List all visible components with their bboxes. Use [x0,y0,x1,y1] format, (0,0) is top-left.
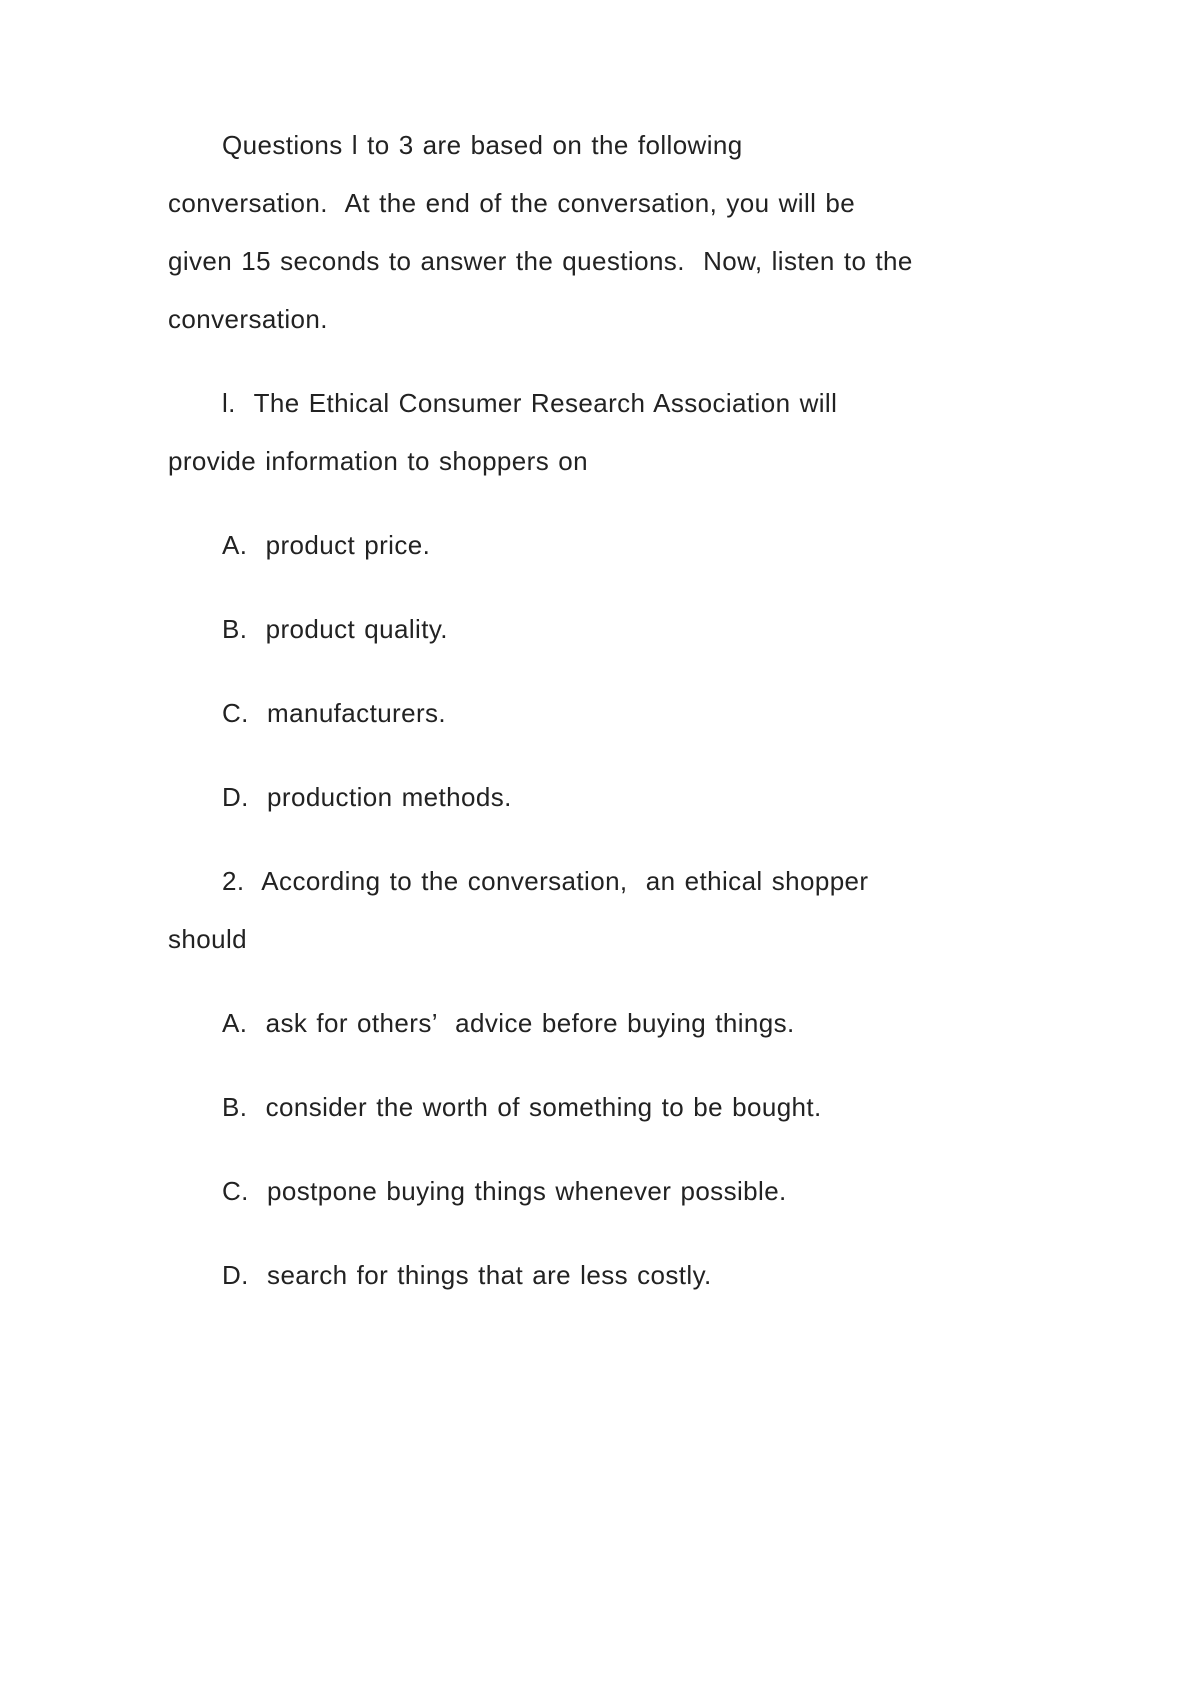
text-line: given 15 seconds to answer the questions. Now, listen to the [168,246,913,276]
text-line: Questions l to 3 are based on the following [222,130,743,160]
document-content [168,116,1041,1330]
question-1-option-b [168,600,1041,658]
text-line: A. ask for others’ advice before buying things. [222,1008,795,1038]
question-1-option-d [168,768,1041,826]
text-line: D. production methods. [222,782,512,812]
text-line: A. product price. [222,530,431,560]
text-line: should [168,924,248,954]
text-line: 2. According to the conversation, an ethical shopper [222,866,869,896]
question-2-stem [168,852,1041,968]
text-line: C. postpone buying things whenever possible. [222,1176,787,1206]
text-line: B. product quality. [222,614,448,644]
text-line: conversation. At the end of the conversation, you will be [168,188,856,218]
question-1-stem [168,374,1041,490]
text-line: C. manufacturers. [222,698,447,728]
question-2-option-d [168,1246,1041,1304]
text-line: conversation. [168,304,328,334]
instructions-paragraph [168,116,1041,348]
text-line: provide information to shoppers on [168,446,588,476]
question-2-option-b [168,1078,1041,1136]
text-line: D. search for things that are less costly. [222,1260,712,1290]
text-line: l. The Ethical Consumer Research Association will [222,388,838,418]
question-1-option-c [168,684,1041,742]
question-2-option-c [168,1162,1041,1220]
question-1-option-a [168,516,1041,574]
question-2-option-a [168,994,1041,1052]
text-line: B. consider the worth of something to be bought. [222,1092,822,1122]
